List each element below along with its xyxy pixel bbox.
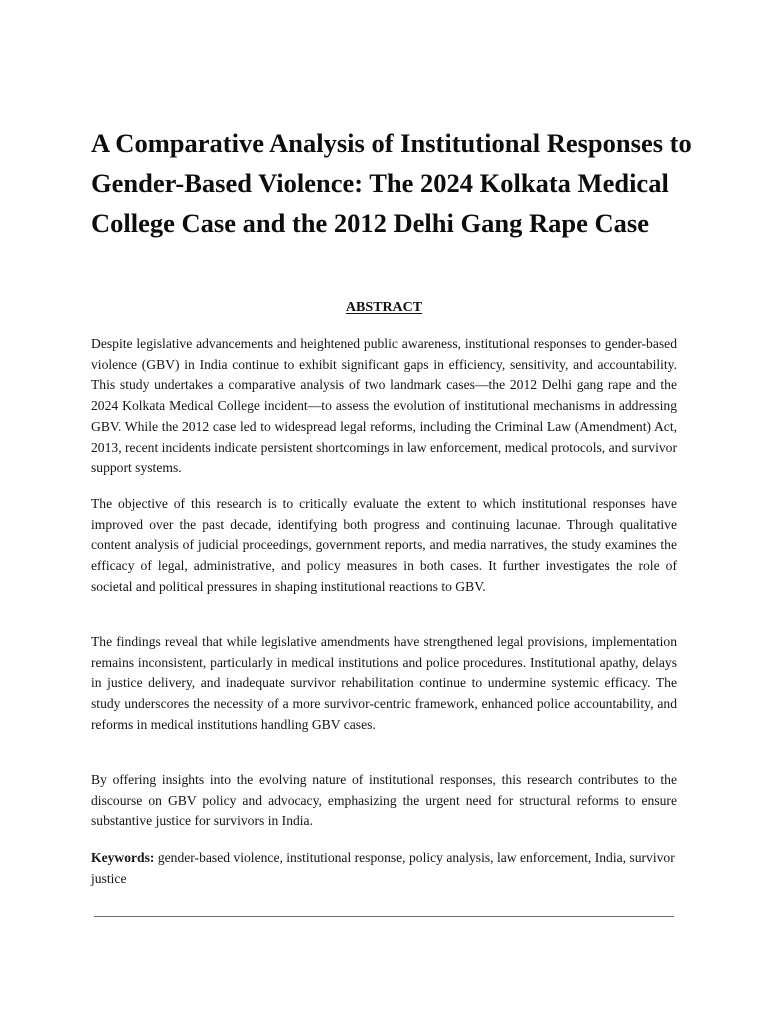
abstract-heading: ABSTRACT [345,300,423,315]
keywords-line [91,848,677,889]
keywords-text: gender-based violence, institutional response, policy analysis, law enforcement, India, survivor justice [91,850,675,886]
horizontal-divider [94,916,674,917]
abstract-paragraph-2: The objective of this research is to critically evaluate the extent to which institutional responses have improved over the past decade, identifying both progress and continuing lacunae. Through qualitative content analysis of judicial proceedings, government reports, and media narratives, the study examines the efficacy of legal, administrative, and policy measures in both cases. It further investigates the role of societal and political pressures in shaping institutional reactions to GBV. [91,496,677,594]
abstract-paragraph-3: The findings reveal that while legislative amendments have strengthened legal provisions, implementation remains inconsistent, particularly in medical institutions and police procedures. Institutional apathy, delays in justice delivery, and inadequate survivor rehabilitation continue to undermine systemic efficacy. The study underscores the necessity of a more survivor-centric framework, enhanced police accountability, and reforms in medical institutions handling GBV cases. [91,634,677,732]
paper-title: A Comparative Analysis of Institutional Responses to Gender-Based Violence: The 2024 Kolkata Medical College Case and the 2012 Delhi Gang Rape Case [91,128,692,238]
abstract-paragraph-1: Despite legislative advancements and heightened public awareness, institutional responses to gender-based violence (GBV) in India continue to exhibit significant gaps in efficiency, sensitivity, and accountability. This study undertakes a comparative analysis of two landmark cases—the 2012 Delhi gang rape and the 2024 Kolkata Medical College incident—to assess the evolution of institutional mechanisms in addressing GBV. While the 2012 case led to widespread legal reforms, including the Criminal Law (Amendment) Act, 2013, recent incidents indicate persistent shortcomings in law enforcement, medical protocols, and survivor support systems. [91,336,677,476]
abstract-paragraph-4: By offering insights into the evolving nature of institutional responses, this research contributes to the discourse on GBV policy and advocacy, emphasizing the urgent need for structural reforms to ensure substantive justice for survivors in India. [91,772,677,829]
keywords-label: Keywords: [91,850,155,865]
